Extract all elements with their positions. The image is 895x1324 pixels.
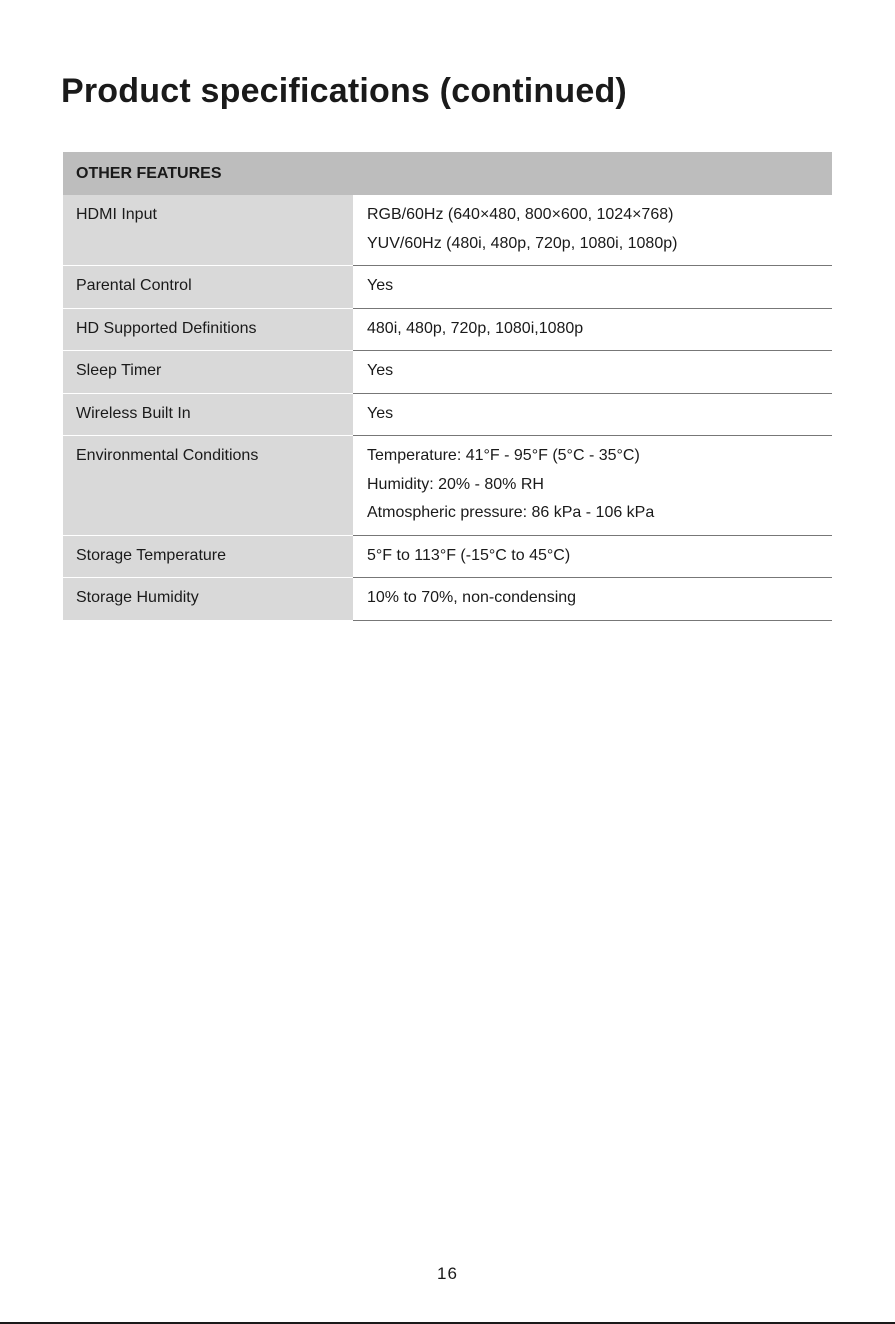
spec-value-line: 5°F to 113°F (-15°C to 45°C)	[367, 546, 571, 564]
spec-value-line: Humidity: 20% - 80% RH	[367, 475, 544, 493]
spec-value	[353, 436, 832, 536]
spec-label: Sleep Timer	[63, 351, 353, 394]
spec-label: HD Supported Definitions	[63, 308, 353, 351]
table-row	[63, 535, 832, 578]
spec-value	[353, 393, 832, 436]
spec-value	[353, 266, 832, 309]
spec-label: Environmental Conditions	[63, 436, 353, 536]
spec-label: HDMI Input	[63, 195, 353, 266]
section-header: OTHER FEATURES	[63, 152, 832, 195]
spec-value	[353, 535, 832, 578]
table-row	[63, 266, 832, 309]
table-row	[63, 578, 832, 621]
table-row	[63, 393, 832, 436]
spec-value-line: Atmospheric pressure: 86 kPa - 106 kPa	[367, 504, 655, 521]
page-title: Product specifications (continued)	[61, 72, 627, 110]
spec-value-line: 480i, 480p, 720p, 1080i,1080p	[367, 319, 584, 337]
spec-value-line: YUV/60Hz (480i, 480p, 720p, 1080i, 1080p)	[367, 234, 678, 252]
spec-label: Parental Control	[63, 266, 353, 309]
spec-label: Storage Humidity	[63, 578, 353, 621]
spec-value-line: RGB/60Hz (640×480, 800×600, 1024×768)	[367, 206, 674, 223]
page-number: 16	[437, 1264, 458, 1283]
spec-value	[353, 351, 832, 394]
spec-value-line: Yes	[367, 277, 394, 294]
spec-label: Storage Temperature	[63, 535, 353, 578]
specifications-table	[63, 152, 832, 621]
spec-value	[353, 308, 832, 351]
spec-label: Wireless Built In	[63, 393, 353, 436]
spec-value	[353, 578, 832, 621]
table-row	[63, 351, 832, 394]
table-row	[63, 308, 832, 351]
spec-value-line: Temperature: 41°F - 95°F (5°C - 35°C)	[367, 447, 640, 464]
table-row	[63, 436, 832, 536]
spec-value-line: Yes	[367, 404, 394, 422]
section-header-row	[63, 152, 832, 195]
table-row	[63, 195, 832, 266]
spec-value	[353, 195, 832, 266]
spec-rows	[63, 195, 832, 620]
spec-value-line: Yes	[367, 362, 394, 379]
spec-value-line: 10% to 70%, non-condensing	[367, 589, 577, 606]
